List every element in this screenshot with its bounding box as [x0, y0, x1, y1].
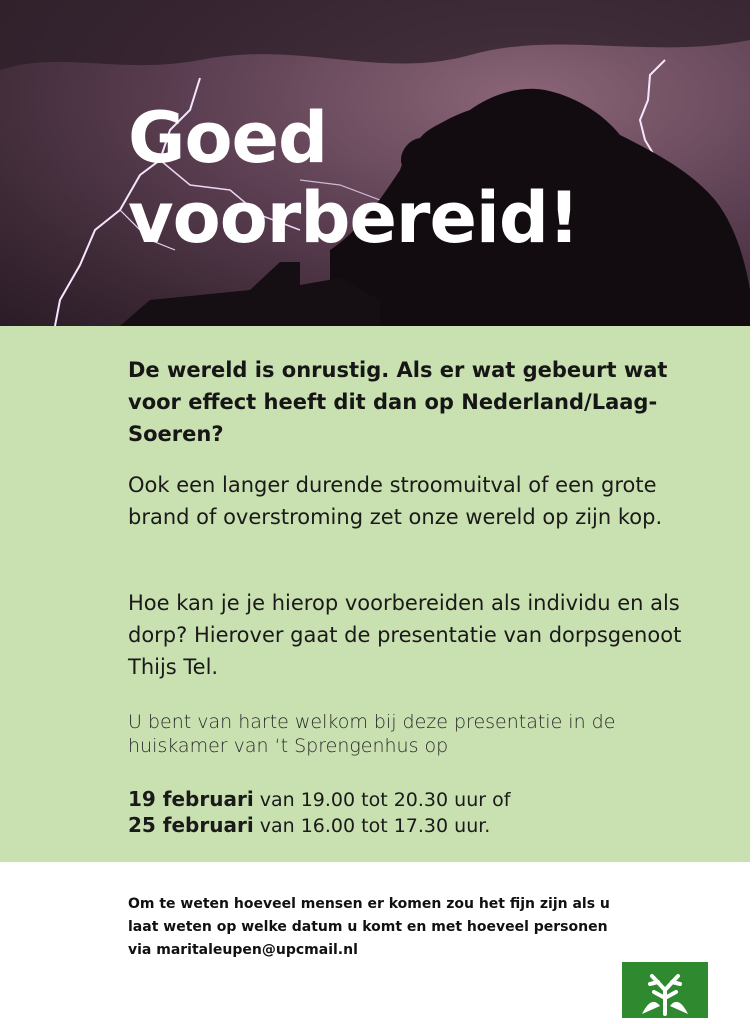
rsvp-note: Om te weten hoeveel mensen er komen zou het fijn zijn als u laat weten op welke datum u komt en met hoeveel personen via maritaleupen@upcmail.nl — [128, 896, 610, 958]
hero-image — [0, 0, 750, 326]
date-label: 19 februari — [128, 787, 254, 811]
deer-tree-icon — [622, 962, 708, 1018]
page-title — [128, 98, 688, 258]
title-line-1: Goed — [128, 97, 328, 179]
paragraph-disruptions: Ook een langer durende stroomuitval of een grote brand of overstroming zet onze wereld op zijn kop. — [128, 473, 663, 529]
title-line-2: voorbereid! — [128, 177, 579, 259]
village-logo — [622, 962, 708, 1018]
time-label: van 16.00 tot 17.30 uur. — [259, 815, 491, 837]
paragraph-preparation: Hoe kan je je hierop voorbereiden als individu en als dorp? Hierover gaat de presentatie van dorpsgenoot Thijs Tel. — [128, 591, 682, 679]
date-item — [128, 813, 708, 839]
welcome-text: U bent van harte welkom bij deze presentatie in de huiskamer van ‘t Sprengenhus op — [128, 711, 616, 757]
time-label: van 19.00 tot 20.30 uur of — [259, 789, 511, 811]
date-item — [128, 787, 708, 813]
date-label: 25 februari — [128, 813, 254, 837]
lead-question: De wereld is onrustig. Als er wat gebeurt wat voor effect heeft dit dan op Nederland/Laag-Soeren? — [128, 358, 668, 446]
presentation-dates — [128, 787, 708, 839]
